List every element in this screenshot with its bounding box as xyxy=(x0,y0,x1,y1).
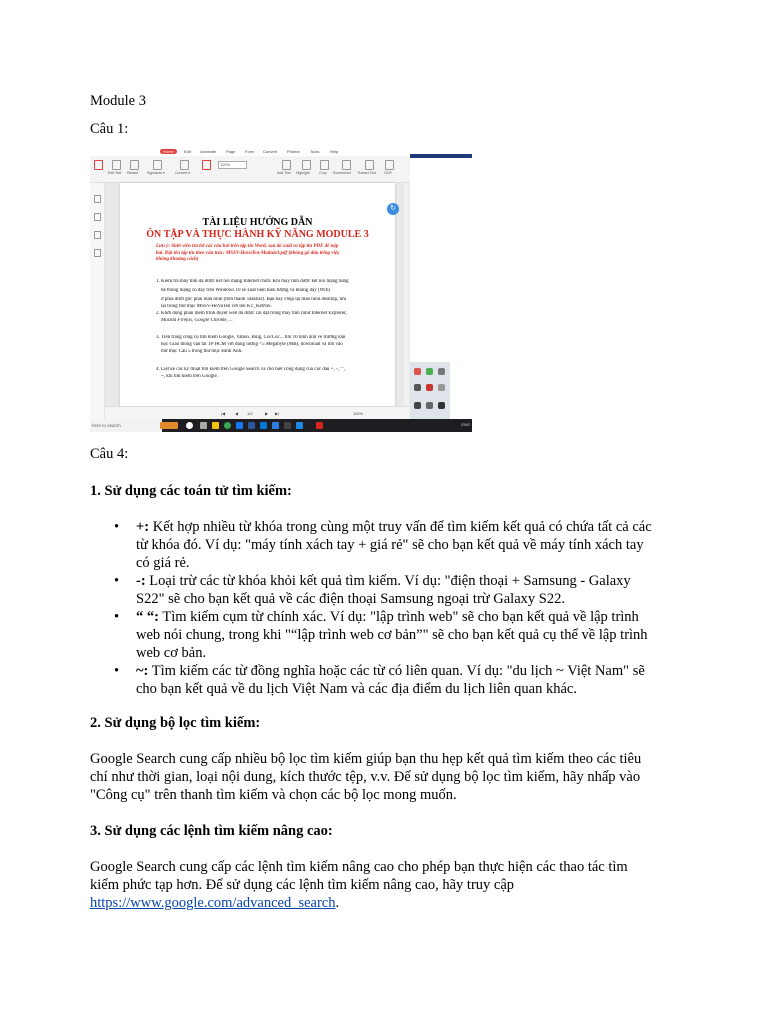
toolbar-label: OCR xyxy=(384,171,392,175)
list-text: cho bạn kết quả về du lịch Việt Nam và các địa điểm du lịch liên quan khác. xyxy=(136,681,577,697)
list-text: Loại trừ các từ khóa khỏi kết quả tìm kiếm. Ví dụ: "điện thoại + Samsung - Galaxy xyxy=(145,573,631,589)
bullet: • xyxy=(114,519,120,535)
extract-text-icon[interactable] xyxy=(365,160,374,170)
section-2-text: Google Search cung cấp nhiều bộ lọc tìm kiếm giúp bạn thu hẹp kết quả tìm kiếm theo các tiêu xyxy=(90,751,642,767)
operator-key: “ “: xyxy=(136,609,159,625)
list-text: có giá rẻ. xyxy=(136,555,190,571)
add-text-icon[interactable] xyxy=(282,160,291,170)
toolbar-label: Redact xyxy=(127,171,139,175)
module-title: Module 3 xyxy=(90,93,146,109)
question-4-label: Câu 4: xyxy=(90,446,129,462)
chrome-icon[interactable] xyxy=(224,422,231,429)
section-3-link-line xyxy=(90,894,339,912)
view-icon[interactable] xyxy=(202,160,211,170)
tray-app-icon[interactable] xyxy=(414,402,421,409)
toolbar-label: Edit Text xyxy=(108,171,122,175)
doc-note: bài. Đặt tên tập tin theo cấu trúc: MSSV-HovaTen-Module3.pdf (không gõ dấu tiếng việt, xyxy=(156,250,340,256)
edit-text-icon[interactable] xyxy=(112,160,121,170)
section-3-text: Google Search cung cấp các lệnh tìm kiếm nâng cao cho phép bạn thực hiện các thao tác tìm xyxy=(90,859,628,875)
tray-app-icon[interactable] xyxy=(414,368,421,375)
doc-note: không khoảng cách) xyxy=(156,257,199,262)
list-item xyxy=(114,608,676,662)
highlight-icon[interactable] xyxy=(302,160,311,170)
list-text: S22" sẽ cho bạn kết quả về các điện thoại Samsung ngoại trừ Galaxy S22. xyxy=(136,591,565,607)
list-text: Kết hợp nhiều từ khóa trong cùng một truy vấn để tìm kiếm kết quả có chứa tất cả các xyxy=(149,519,652,535)
attachment-icon[interactable] xyxy=(94,249,101,257)
left-panel xyxy=(90,183,105,419)
section-2-text: "Công cụ" trên thanh tìm kiếm và chọn các bộ lọc mong muốn. xyxy=(90,787,457,803)
tray-app-icon[interactable] xyxy=(426,384,433,391)
operator-key: ~: xyxy=(136,663,149,679)
menu-annotate[interactable]: Annotate xyxy=(200,149,217,154)
ocr-icon[interactable] xyxy=(385,160,394,170)
app-icon[interactable] xyxy=(236,422,243,429)
menu-page[interactable]: Page xyxy=(226,149,236,154)
screenshot-icon[interactable] xyxy=(342,160,351,170)
task-view-icon[interactable] xyxy=(200,422,207,429)
app-icon[interactable] xyxy=(296,422,303,429)
doc-line: 3. Trên trang công cụ tìm kiếm Google, Yahoo, Bing, CocCoc... tìm 10 hình ảnh về trường Đại xyxy=(156,335,346,340)
operator-key: -: xyxy=(136,573,146,589)
assistant-bubble-icon[interactable]: ↻ xyxy=(387,203,399,215)
signature-icon[interactable] xyxy=(153,160,162,170)
advanced-search-link[interactable]: https://www.google.com/advanced_search xyxy=(90,895,336,911)
page-indicator[interactable]: 1/2 xyxy=(247,411,253,416)
link-trailing-period: . xyxy=(335,895,340,911)
next-page-icon[interactable]: ▶ xyxy=(265,411,269,416)
app-icon[interactable] xyxy=(272,422,279,429)
menu-form[interactable]: Form xyxy=(245,149,255,154)
select-icon[interactable] xyxy=(94,160,103,170)
prev-page-icon[interactable]: ◀ xyxy=(235,411,239,416)
doc-line: ở phía dưới góc phải màn hình (trên thanh Taskbar). Bạn hãy chụp lại màn hình desktop, lưu xyxy=(161,297,347,302)
thumbnail-icon[interactable] xyxy=(94,213,101,221)
taskbar-search[interactable]: here to search xyxy=(90,419,162,432)
tray-app-icon[interactable] xyxy=(426,402,433,409)
bullet: • xyxy=(114,663,120,679)
last-page-icon[interactable]: ▶| xyxy=(275,411,280,416)
toolbar-label: Crop xyxy=(319,171,327,175)
menu-home[interactable]: Home xyxy=(160,149,177,154)
menu-protect[interactable]: Protect xyxy=(287,149,300,154)
doc-title-2: ÔN TẬP VÀ THỰC HÀNH KỸ NĂNG MODULE 3 xyxy=(146,229,369,240)
doc-line: 4. Liệt kê các kỹ thuật tìm kiếm trên Google Search và cho biết công dụng của các dấu +, -, "", xyxy=(156,367,346,372)
doc-scrollbar[interactable] xyxy=(404,183,409,419)
crop-icon[interactable] xyxy=(320,160,329,170)
doc-line: 1. Kiểm tra máy tính đã được kết nối mạng Internet chưa: Khi máy tính được kết nối mạng bằng xyxy=(156,279,349,284)
pdf-app-icon[interactable] xyxy=(316,422,323,429)
list-text: Tìm kiếm cụm từ chính xác. Ví dụ: "lập trình web" sẽ cho bạn kết quả về lập trình xyxy=(158,609,639,625)
menu-edit[interactable]: Edit xyxy=(184,149,191,154)
doc-line: lại trong thư mục MSSV-HoVaTen với tên KT_KetNoi. xyxy=(161,304,272,309)
doc-line: thư mục Cau 5 trong thư mục Hình Ảnh. xyxy=(161,349,243,354)
menu-help[interactable]: Help xyxy=(330,149,339,154)
file-explorer-icon[interactable] xyxy=(212,422,219,429)
comment-icon[interactable] xyxy=(94,231,101,239)
background-window-bar xyxy=(410,154,472,158)
list-text: từ khóa đó. Ví dụ: "máy tính xách tay + giá rẻ" sẽ cho bạn kết quả về máy tính xách tay xyxy=(136,537,644,553)
embedded-screenshot xyxy=(90,148,472,432)
doc-line: 2. Khởi động phần mềm trình duyệt web đã được cài đặt trong máy tính (như Internet Explorer, xyxy=(156,311,347,316)
menu-convert[interactable]: Convert xyxy=(263,149,278,154)
windows-taskbar xyxy=(90,419,472,432)
doc-line: Mozilla Firefox, Google Chrome, ... xyxy=(161,318,233,323)
list-text: web cơ bản. xyxy=(136,645,207,661)
operator-key: +: xyxy=(136,519,150,535)
tray-app-icon[interactable] xyxy=(438,384,445,391)
app-icon[interactable] xyxy=(284,422,291,429)
toolbar-label: Signature ▾ xyxy=(147,171,165,175)
tray-app-icon[interactable] xyxy=(438,402,445,409)
bullet: • xyxy=(114,573,120,589)
convert-icon[interactable] xyxy=(180,160,189,170)
tray-app-icon[interactable] xyxy=(438,368,445,375)
toolbar-label: Screenshot xyxy=(333,171,351,175)
taskbar-language[interactable]: ENG xyxy=(461,422,470,427)
menu-tools[interactable]: Tools xyxy=(310,149,320,154)
doc-line: ~, khi tìm kiếm trên Google. xyxy=(161,374,219,379)
doc-title-1: TÀI LIỆU HƯỚNG DẪN xyxy=(202,217,313,228)
list-item xyxy=(114,572,676,608)
list-text: Tìm kiếm các từ đồng nghĩa hoặc các từ có liên quan. Ví dụ: "du lịch ~ Việt Nam" sẽ xyxy=(148,663,645,679)
redact-icon[interactable] xyxy=(130,160,139,170)
question-1-label: Câu 1: xyxy=(90,121,129,137)
app-icon[interactable] xyxy=(260,422,267,429)
doc-note: Lưu ý: Sinh viên trả lời các câu hỏi trên tập tin Word, sau đó xuất ra tập tin PDF để nộp xyxy=(156,244,339,249)
tray-overflow xyxy=(410,362,450,419)
section-1-heading: 1. Sử dụng các toán tử tìm kiếm: xyxy=(90,483,292,499)
section-3-heading: 3. Sử dụng các lệnh tìm kiếm nâng cao: xyxy=(90,823,333,839)
doc-line: hệ thống mạng có dây trên Windows 10 sẽ xuất hiện biểu tượng và không dây (Wifi) xyxy=(161,288,331,293)
tray-app-icon[interactable] xyxy=(414,384,421,391)
tray-app-icon[interactable] xyxy=(426,368,433,375)
doc-line: học Giao thông vận tải TP HCM với dung lượng <5 Megabyte (MB), download và lưu vào xyxy=(161,342,343,347)
section-3-text: kiếm phức tạp hơn. Để sử dụng các lệnh tìm kiếm nâng cao, hãy truy cập xyxy=(90,877,515,893)
toolbar-label: Convert ▾ xyxy=(175,171,190,175)
toolbar-label: Highlight xyxy=(296,171,310,175)
section-2-heading: 2. Sử dụng bộ lọc tìm kiếm: xyxy=(90,715,261,731)
list-item xyxy=(114,662,676,698)
status-bar xyxy=(105,406,410,420)
document-viewport xyxy=(105,183,410,419)
list-text: web nói chung, trong khi "“lập trình web cơ bản”" sẽ cho bạn kết quả cụ thể về lập trình xyxy=(136,627,648,643)
toolbar-label: Add Text xyxy=(277,171,291,175)
section-2-text: chí như thời gian, loại nội dung, kích thước tệp, v.v. Để sử dụng bộ lọc tìm kiếm, hãy nhấp vào xyxy=(90,769,641,785)
cortana-icon[interactable] xyxy=(186,422,193,429)
status-zoom[interactable]: 110% xyxy=(353,411,363,416)
word-icon[interactable] xyxy=(248,422,255,429)
bookmark-icon[interactable] xyxy=(94,195,101,203)
toolbar-label: Extract Text xyxy=(358,171,377,175)
pinned-app-icon[interactable] xyxy=(160,422,178,429)
operator-list xyxy=(114,518,676,698)
bullet: • xyxy=(114,609,120,625)
zoom-select[interactable]: 110% xyxy=(218,161,247,169)
pdf-page xyxy=(120,183,395,419)
first-page-icon[interactable]: |◀ xyxy=(221,411,226,416)
list-item xyxy=(114,518,676,572)
